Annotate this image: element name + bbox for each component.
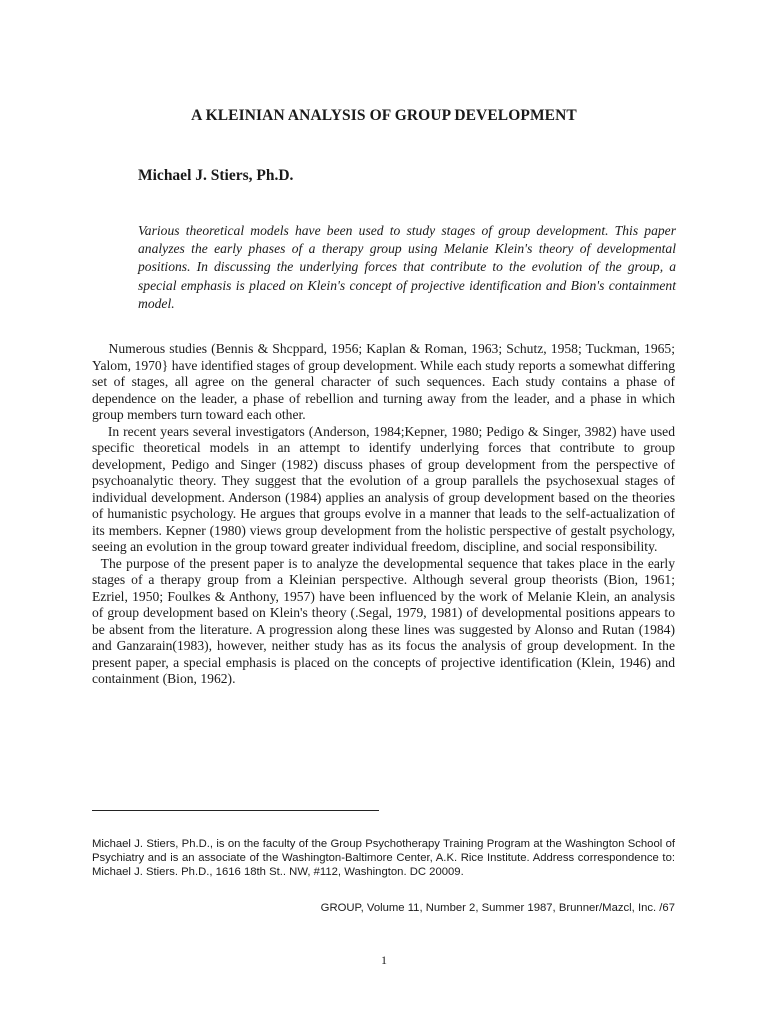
footnote-divider <box>92 810 379 811</box>
body-paragraph: The purpose of the present paper is to analyze the developmental sequence that takes place in the early stages of a therapy group from a Kleinian perspective. Although several group theorists (Bion, 1961; Ezriel, 1950; Foulkes & Anthony, 1957) have been influenced by the work of Melanie Klein, an analysis of group development based on Klein's theory (.Segal, 1979, 1981) of developmental positions appears to be absent from the literature. A progression along these lines was suggested by Alonso and Rutan (1984) and Ganzarain(1983), however, neither study has as its focus the analysis of group development. In the present paper, a special emphasis is placed on the concepts of projective identification (Klein, 1946) and containment (Bion, 1962). <box>92 555 675 686</box>
body-paragraph: Numerous studies (Bennis & Shcppard, 1956; Kaplan & Roman, 1963; Schutz, 1958; Tuckman, 1965; Yalom, 1970} have identified stages of group development. While each study reports a somewhat differing set of stages, all agree on the general character of such sequences. Each study contains a phase of dependence on the leader, a phase of rebellion and turning away from the leader, and a phase in which group members turn toward each other. <box>92 341 675 422</box>
author-footnote: Michael J. Stiers, Ph.D., is on the faculty of the Group Psychotherapy Training Program at the Washington School of Psychiatry and is an associate of the Washington-Baltimore Center, A.K. Rice Institute. Address correspondence to: Michael J. Stiers. Ph.D., 1616 18th St.. NW, #112, Washington. DC 20009. <box>92 838 675 878</box>
body-text <box>92 341 675 688</box>
paper-title: A KLEINIAN ANALYSIS OF GROUP DEVELOPMENT <box>191 107 577 124</box>
author-name: Michael J. Stiers, Ph.D. <box>138 167 294 184</box>
abstract: Various theoretical models have been used to study stages of group development. This paper analyzes the early phases of a therapy group using Melanie Klein's theory of developmental positions. In discussing the underlying forces that contribute to the evolution of the group, a special emphasis is placed on Klein's concept of projective identification and Bion's containment model. <box>138 223 676 311</box>
body-paragraph: In recent years several investigators (Anderson, 1984;Kepner, 1980; Pedigo & Singer, 3982) have used specific theoretical models in an attempt to identify underlying forces that contribute to group development, Pedigo and Singer (1982) discuss phases of group development from the perspective of psychoanalytic theory. They suggest that the evolution of a group parallels the psychosexual stages of individual development. Anderson (1984) applies an analysis of group development based on the theories of humanistic psychology. He argues that groups evolve in a manner that leads to the self-actualization of its members. Kepner (1980) views group development from the holistic perspective of gestalt psychology, seeing an evolution in the group toward greater individual freedom, discipline, and social responsibility. <box>92 423 675 554</box>
page-number: 1 <box>381 953 387 967</box>
journal-citation: GROUP, Volume 11, Number 2, Summer 1987, Brunner/Mazcl, Inc. /67 <box>320 902 675 914</box>
